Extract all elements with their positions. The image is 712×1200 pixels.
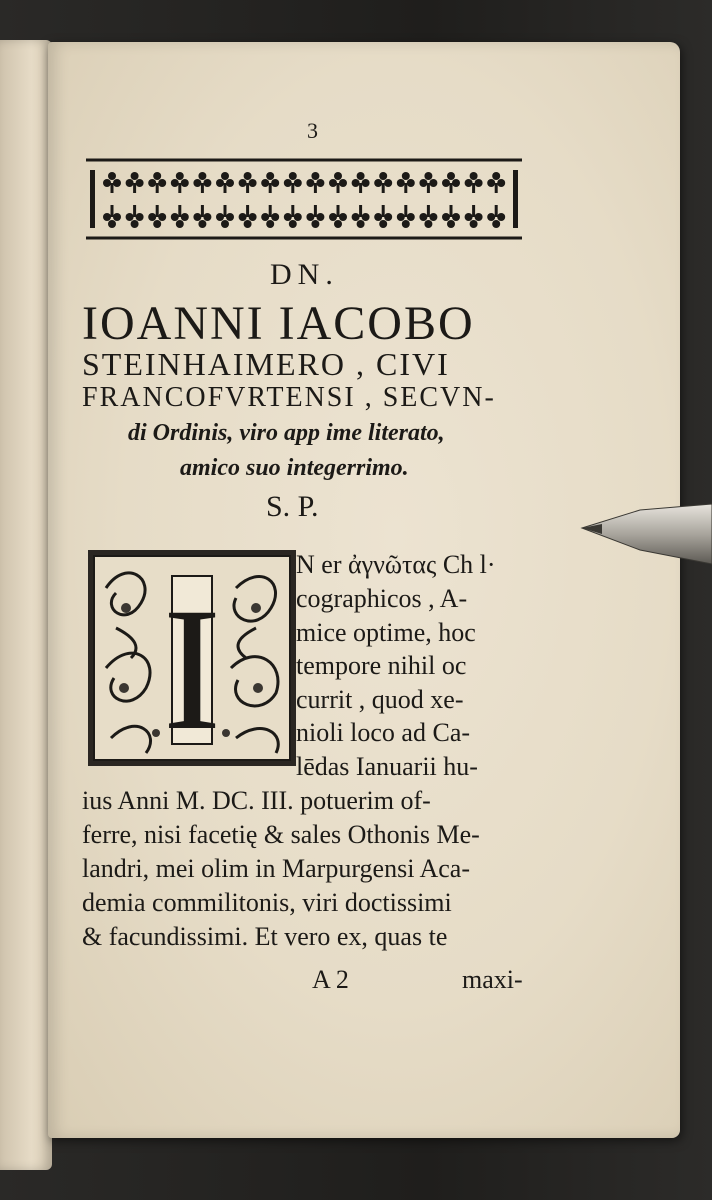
dedication-dn: DN.	[270, 258, 339, 291]
fleuron-top	[171, 172, 189, 193]
body-line-8: ius Anni M. DC. III. potuerim of-	[82, 786, 431, 815]
fleuron-bottom	[442, 205, 460, 228]
body-line-10: landri, mei olim in Marpurgensi Aca-	[82, 854, 470, 883]
body-line-7: lēdas Ianuarii hu-	[296, 752, 478, 781]
body-line-9: ferre, nisi facetię & sales Othonis Me-	[82, 820, 480, 849]
fleuron-top	[306, 172, 324, 193]
dedication-order-line: di Ordinis, viro app ime literato,	[128, 420, 445, 446]
pen-tip	[580, 498, 712, 570]
fleuron-top	[216, 172, 234, 193]
fleuron-top	[239, 172, 257, 193]
body-line-4: tempore nihil oc	[296, 651, 467, 680]
fleuron-bottom	[397, 205, 415, 228]
body-line-2: cographicos , A-	[296, 584, 468, 613]
body-line-1: N er ἀγνῶτας Ch l·	[296, 550, 496, 579]
fleuron-top	[329, 172, 347, 193]
fleuron-top	[397, 172, 415, 193]
fleuron-top	[103, 172, 121, 193]
fleuron-top	[193, 172, 211, 193]
fleuron-bottom	[193, 205, 211, 228]
fleuron-bottom	[216, 205, 234, 228]
fleuron-top	[419, 172, 437, 193]
fleuron-bottom	[148, 205, 166, 228]
body-line-11: demia commilitonis, viri doctissimi	[82, 888, 452, 917]
fleuron-top	[374, 172, 392, 193]
signature-mark: A 2	[312, 965, 349, 994]
fleuron-top	[487, 172, 505, 193]
fleuron-top	[261, 172, 279, 193]
fleuron-bottom	[352, 205, 370, 228]
body-line-3: mice optime, hoc	[296, 618, 476, 647]
headpiece-ornament	[82, 158, 526, 240]
dedication-salutation: S. P.	[266, 490, 319, 523]
fleuron-top	[148, 172, 166, 193]
catchword: maxi-	[462, 965, 523, 994]
fleuron-bottom	[171, 205, 189, 228]
fleuron-top	[284, 172, 302, 193]
dedication-name: IOANNI IACOBO	[82, 297, 475, 350]
fleuron-bottom	[306, 205, 324, 228]
decorated-initial-i	[86, 548, 298, 768]
body-line-12: & facundissimi. Et vero ex, quas te	[82, 922, 448, 951]
dedication-surname-line: STEINHAIMERO , CIVI	[82, 346, 450, 382]
fleuron-top	[442, 172, 460, 193]
fleuron-top	[126, 172, 144, 193]
fleuron-bottom	[261, 205, 279, 228]
left-page-edge	[0, 40, 52, 1170]
dedication-city-line: FRANCOFVRTENSI , SECVN-	[82, 382, 496, 413]
fleuron-bottom	[374, 205, 392, 228]
fleuron-bottom	[419, 205, 437, 228]
fleuron-bottom	[284, 205, 302, 228]
dedication-friend-line: amico suo integerrimo.	[180, 455, 409, 481]
fleuron-bottom	[126, 205, 144, 228]
fleuron-top	[352, 172, 370, 193]
fleuron-bottom	[465, 205, 483, 228]
fleuron-bottom	[487, 205, 505, 228]
fleuron-bottom	[329, 205, 347, 228]
body-line-6: nioli loco ad Ca-	[296, 718, 471, 747]
fleuron-bottom	[103, 205, 121, 228]
fleuron-bottom	[239, 205, 257, 228]
initial-letter: I	[162, 572, 222, 767]
body-line-5: currit , quod xe-	[296, 685, 464, 714]
page-number: 3	[307, 118, 318, 143]
fleuron-top	[465, 172, 483, 193]
